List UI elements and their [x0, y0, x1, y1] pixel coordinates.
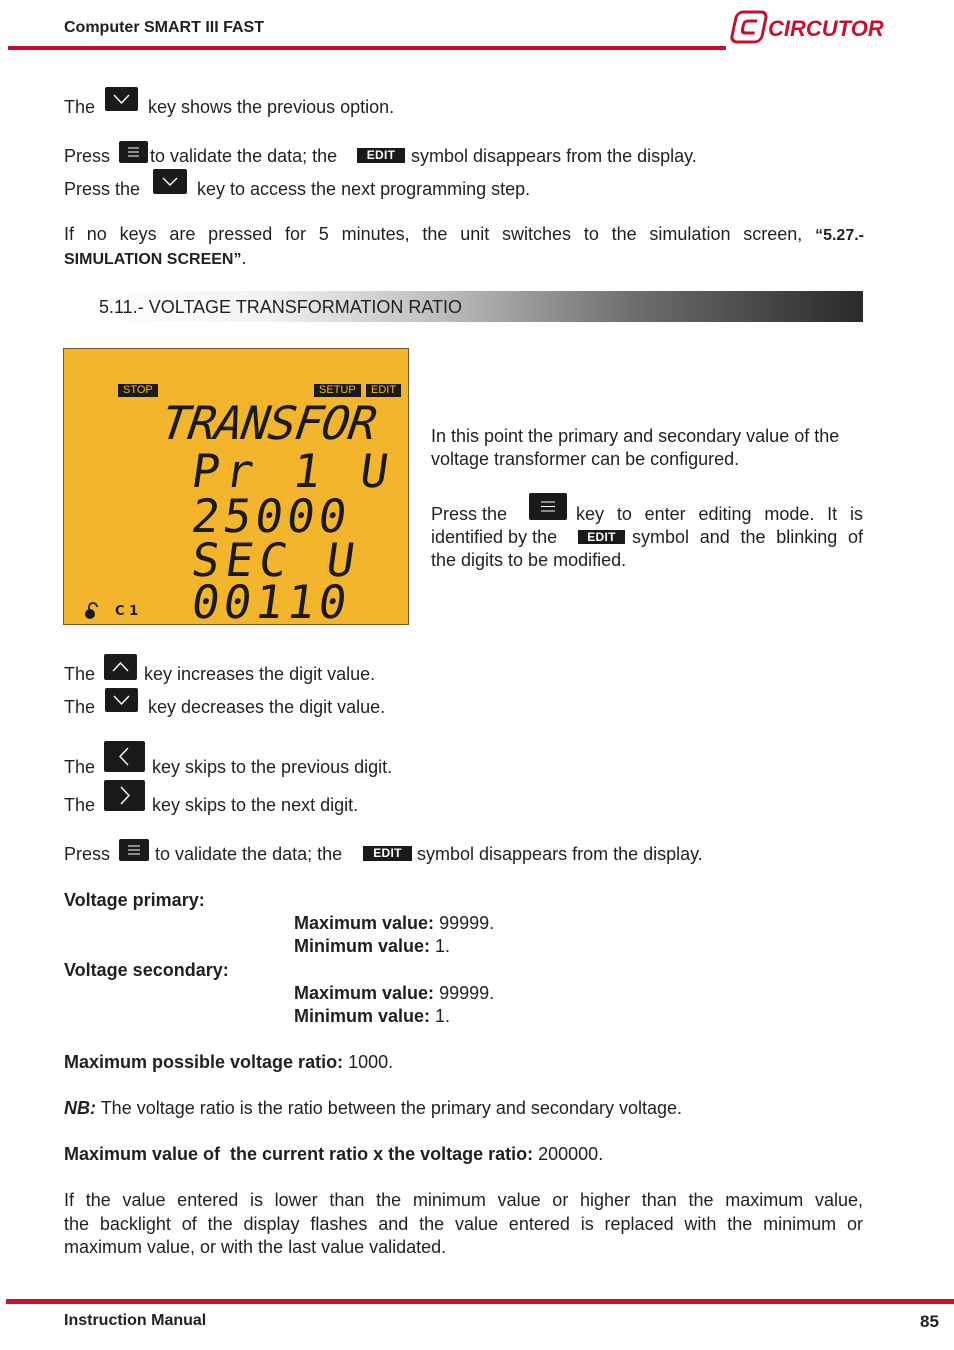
timeout-end: .	[241, 248, 247, 268]
intro-line3-post: key to access the next programming step.	[197, 179, 531, 199]
down-key-icon	[105, 688, 138, 712]
lcd-display	[63, 348, 409, 629]
product-value: 200000.	[538, 1144, 604, 1164]
right-para1-l2: voltage transformer can be configured.	[431, 449, 740, 469]
intro-line2-pre: Press	[64, 146, 111, 166]
header-rule	[8, 46, 726, 50]
menu-key-icon	[529, 493, 567, 520]
secondary-max-line	[294, 982, 494, 1004]
left-line-pre: The	[64, 757, 96, 777]
page-number: 85	[920, 1312, 939, 1331]
right-para2-pre: Press the	[431, 504, 508, 524]
right-para2-post: key to enter editing mode. It is	[576, 504, 863, 524]
down-key-icon	[105, 87, 138, 111]
menu-key-icon	[119, 141, 148, 163]
lcd-setup-label: SETUP	[314, 384, 361, 397]
left-line-post: key skips to the previous digit.	[152, 757, 393, 777]
press-line-pre: Press	[64, 844, 111, 864]
edit-badge: EDIT	[578, 530, 625, 544]
right-line-post: key skips to the next digit.	[152, 795, 359, 815]
up-key-icon	[104, 654, 137, 680]
lcd-edit-label: EDIT	[366, 384, 401, 397]
timeout-text: If no keys are pressed for 5 minutes, the unit switches to the simulation screen,	[64, 224, 803, 244]
timeout-ref1: “5.27.-	[815, 227, 864, 244]
right-para2-l2-pre: identified by the	[431, 527, 558, 547]
max-ratio-value: 1000.	[348, 1052, 394, 1072]
product-line	[64, 1143, 603, 1165]
primary-max-value: 99999.	[439, 913, 495, 933]
lcd-row3: 25000	[188, 489, 355, 543]
nb-label: NB:	[64, 1098, 96, 1118]
intro-line1-post: key shows the previous option.	[148, 97, 395, 117]
intro-line3-pre: Press the	[64, 179, 141, 199]
menu-key-icon	[119, 839, 149, 861]
lcd-row5: 00110	[188, 575, 355, 629]
lcd-stop-label: STOP	[118, 384, 158, 397]
left-key-icon	[104, 741, 145, 772]
timeout-ref-line2	[64, 247, 247, 271]
down-key-icon	[153, 169, 187, 194]
secondary-min-line	[294, 1005, 450, 1027]
header-title: Computer SMART III FAST	[64, 19, 264, 36]
down-line-pre: The	[64, 697, 96, 717]
final-para-l1: If the value entered is lower than the minimum value or higher than the maximum value,	[64, 1190, 863, 1210]
lcd-row4: SEC U	[188, 533, 365, 587]
press-line-post: symbol disappears from the display.	[417, 844, 703, 864]
nb-text: The voltage ratio is the ratio between the primary and secondary voltage.	[100, 1098, 683, 1118]
voltage-secondary-label: Voltage secondary:	[64, 960, 229, 980]
lcd-channel: C 1	[115, 604, 139, 619]
primary-min-value: 1.	[435, 936, 451, 956]
lcd-row2: Pr 1 U	[188, 444, 398, 498]
right-key-icon	[104, 780, 145, 811]
timeout-ref2: SIMULATION SCREEN”	[64, 251, 242, 268]
logo-text: CIRCUTOR	[768, 16, 884, 41]
section-title: 5.11.- VOLTAGE TRANSFORMATION RATIO	[99, 297, 463, 317]
intro-line2-mid: to validate the data; the	[150, 146, 338, 166]
intro-line2-post: symbol disappears from the display.	[411, 146, 697, 166]
timeout-paragraph	[64, 223, 864, 248]
footer-rule	[6, 1299, 954, 1304]
nb-line	[64, 1097, 682, 1119]
primary-max-line	[294, 912, 494, 934]
lock-icon	[84, 602, 100, 620]
edit-badge: EDIT	[357, 148, 405, 163]
product-label: Maximum value of the current ratio x the voltage ratio:	[64, 1144, 534, 1164]
right-para2-l3: the digits to be modified.	[431, 550, 627, 570]
press-line-mid: to validate the data; the	[155, 844, 343, 864]
final-para-l3: maximum value, or with the last value validated.	[64, 1237, 447, 1257]
right-para2-l2-post: symbol and the blinking of	[632, 527, 863, 547]
primary-min-label: Minimum value:	[294, 936, 431, 956]
secondary-min-label: Minimum value:	[294, 1006, 431, 1026]
max-ratio-line	[64, 1051, 393, 1073]
lcd-row1: TRANSFOR	[158, 396, 380, 450]
secondary-max-value: 99999.	[439, 983, 495, 1003]
secondary-min-value: 1.	[435, 1006, 451, 1026]
max-ratio-label: Maximum possible voltage ratio:	[64, 1052, 344, 1072]
final-para-l2: the backlight of the display flashes and the value entered is replaced with the minimum or	[64, 1214, 863, 1234]
secondary-max-label: Maximum value:	[294, 983, 435, 1003]
circutor-logo	[730, 8, 910, 48]
footer-label: Instruction Manual	[64, 1312, 207, 1329]
intro-line1-pre: The	[64, 97, 96, 117]
voltage-primary-label: Voltage primary:	[64, 890, 205, 910]
primary-max-label: Maximum value:	[294, 913, 435, 933]
right-line-pre: The	[64, 795, 96, 815]
edit-badge: EDIT	[363, 846, 412, 861]
up-line-post: key increases the digit value.	[144, 664, 376, 684]
right-para1-l1: In this point the primary and secondary value of the	[431, 426, 840, 446]
primary-min-line	[294, 935, 450, 957]
down-line-post: key decreases the digit value.	[148, 697, 386, 717]
up-line-pre: The	[64, 664, 96, 684]
